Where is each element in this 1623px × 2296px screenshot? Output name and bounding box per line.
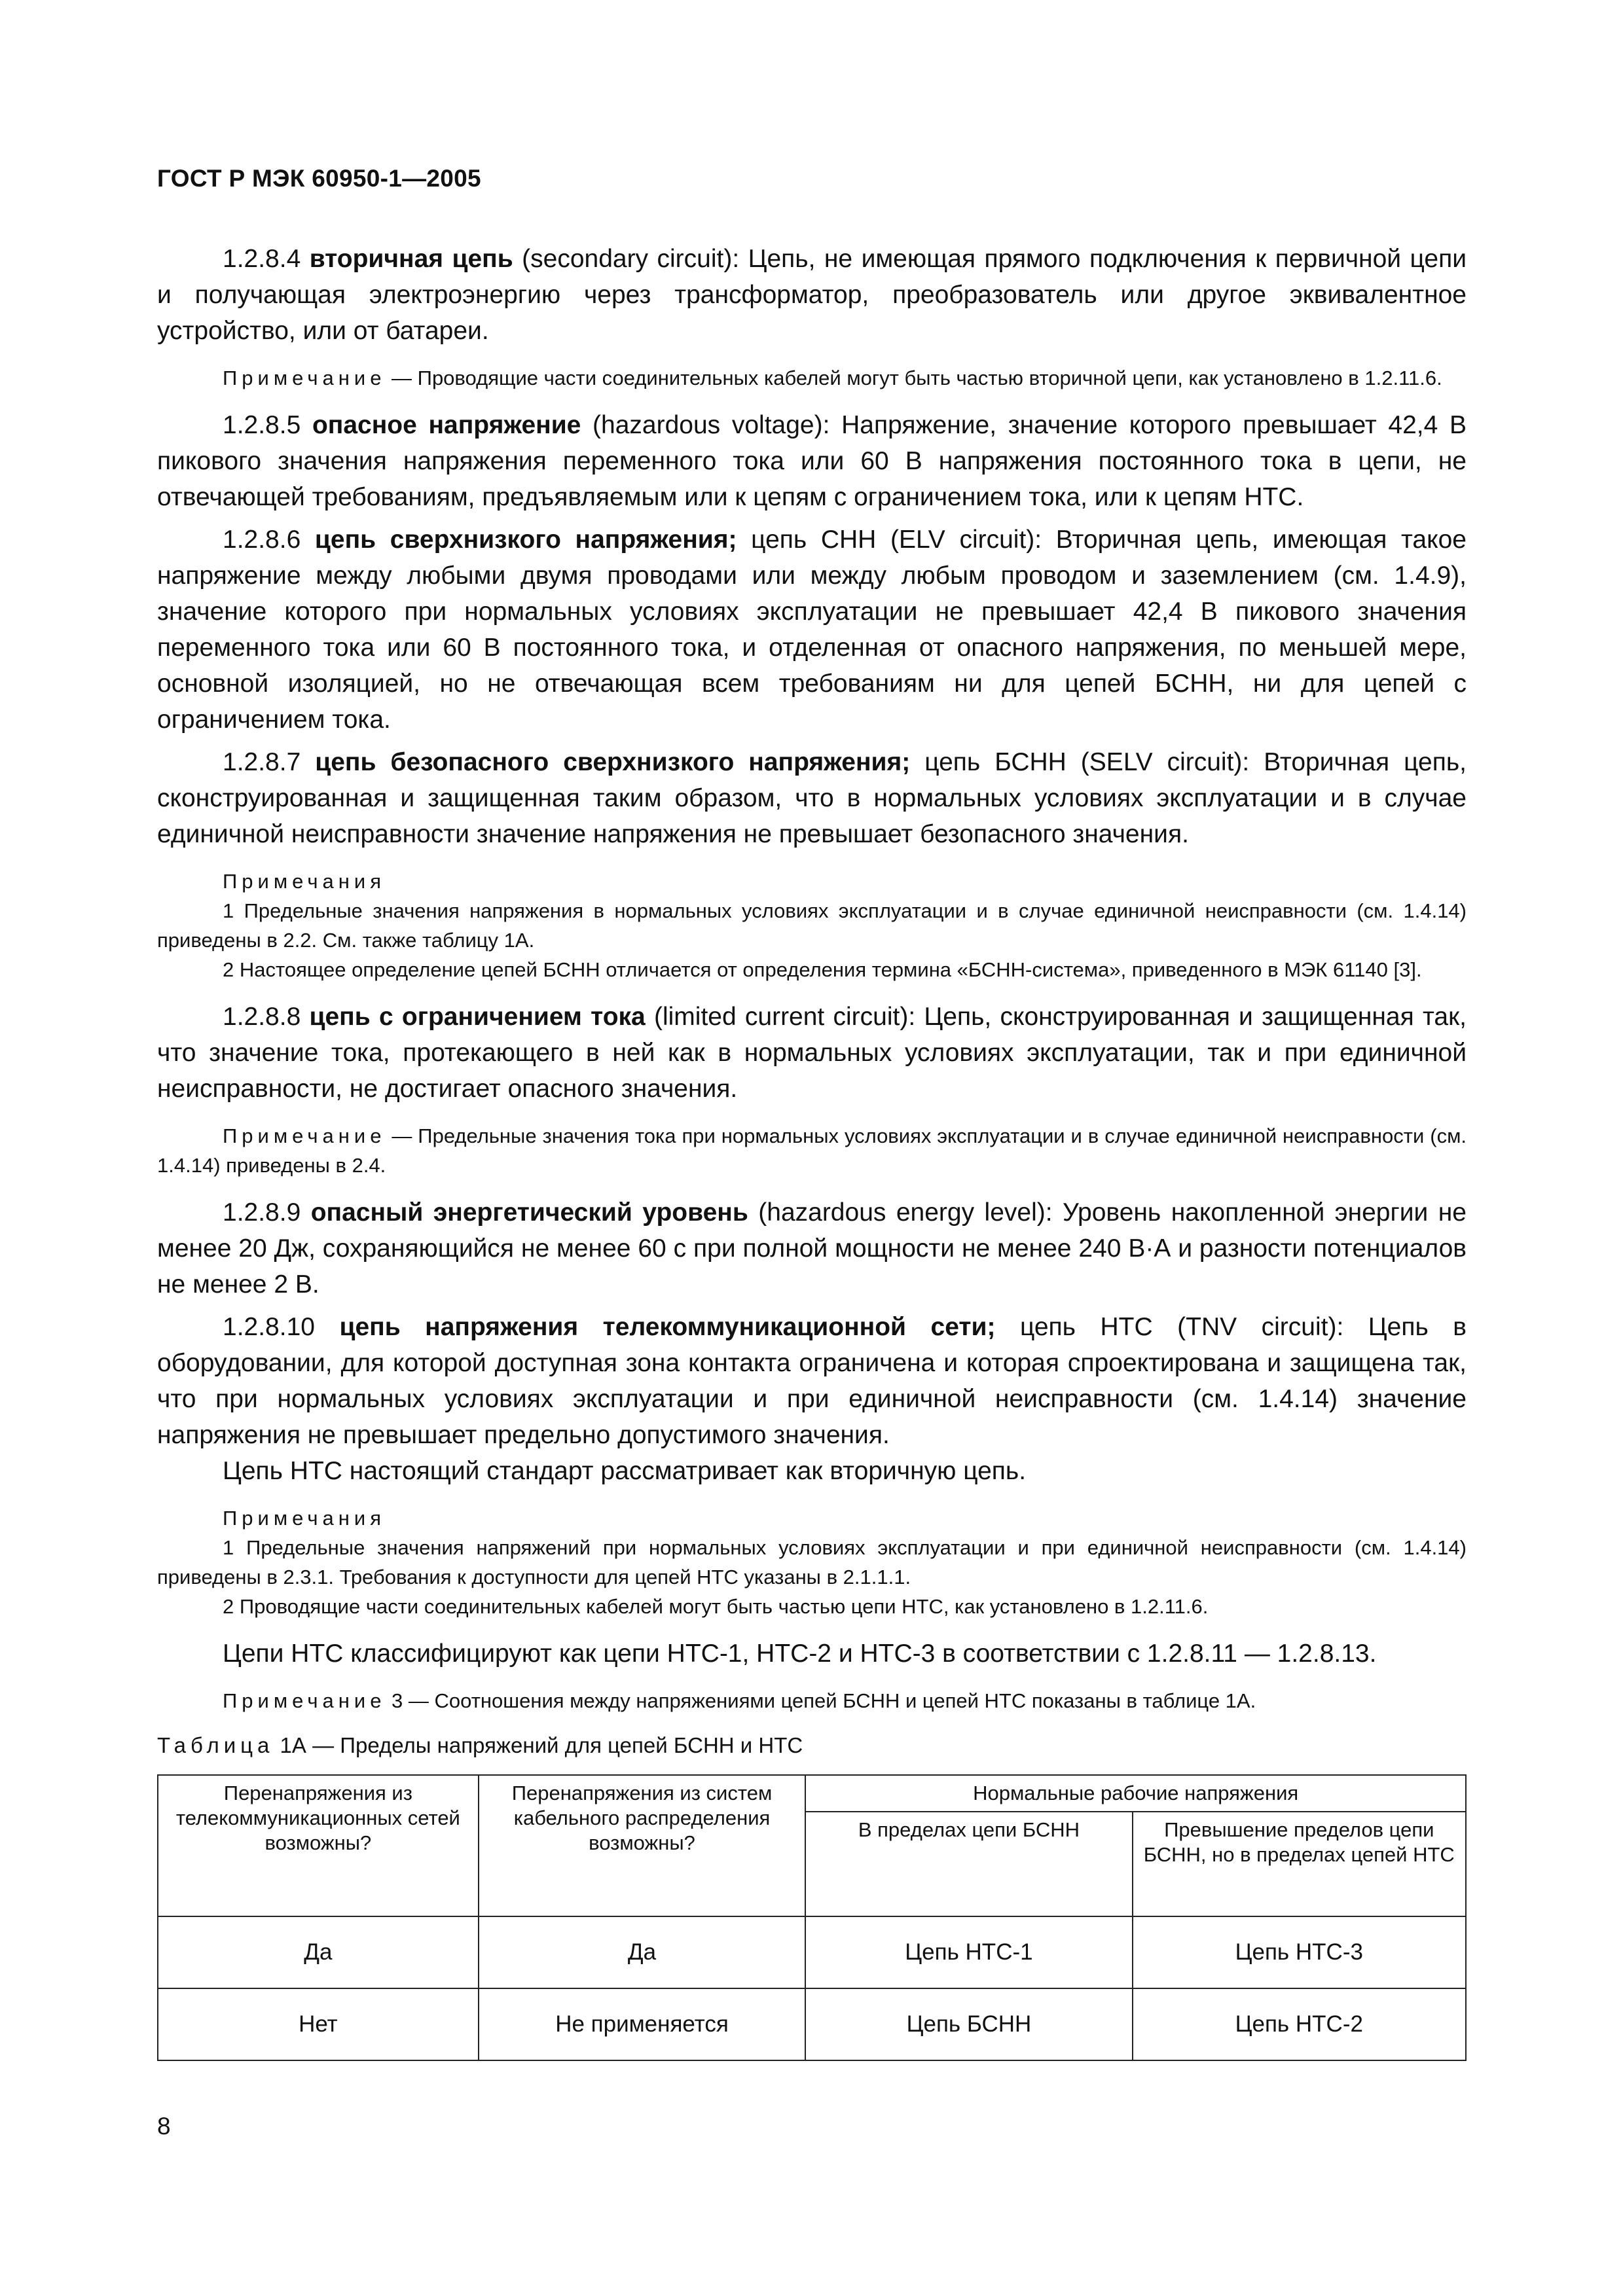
definition-text: цепь БСНН (SELV circuit): Вторичная цепь, сконструированная и защищенная таким образом, что в нормальных условиях эксплуатации и в случае единичной неисправности значение напряжения не превышает безопасного значения. bbox=[157, 748, 1467, 848]
table-cell: Цепь НТС-3 bbox=[1133, 1916, 1466, 1988]
term: цепь с ограничением тока bbox=[309, 1003, 646, 1031]
term: цепь безопасного сверхнизкого напряжения; bbox=[315, 748, 911, 776]
clause-number: 1.2.8.6 bbox=[223, 526, 315, 554]
table-cell: Цепь БСНН bbox=[805, 1988, 1132, 2060]
notes-heading: Примечания bbox=[223, 870, 386, 893]
table-caption bbox=[157, 1730, 1467, 1761]
clause-1-2-8-9 bbox=[157, 1194, 1467, 1302]
note-text: — Предельные значения тока при нормальных условиях эксплуатации и в случае единичной неисправности (см. 1.4.14) приведены в 2.4. bbox=[157, 1124, 1467, 1177]
header-cell-telecom: Перенапряжения из телекоммуникационных сетей возможны? bbox=[158, 1775, 479, 1916]
clause-number: 1.2.8.4 bbox=[223, 245, 310, 273]
clause-1-2-8-6 bbox=[157, 522, 1467, 738]
definition-text: цепь НТС (TNV circuit): Цепь в оборудовании, для которой доступная зона контакта ограничена и которая спроектирована и защищена так, что при нормальных условиях эксплуатации и при единичной неисправности (см. 1.4.14) значение напряжения не превышает предельно допустимого значения. bbox=[157, 1313, 1467, 1449]
clause-number: 1.2.8.8 bbox=[223, 1003, 310, 1031]
page-number: 8 bbox=[157, 2113, 171, 2140]
definition-text: (limited current circuit): Цепь, сконструированная и защищенная так, что значение тока, протекающего в ней как в нормальных условиях эксплуатации, так и при единичной неисправности, не достигает опасного значения. bbox=[157, 1003, 1467, 1103]
header-cell-exceed-selv: Превышение пределов цепи БСНН, но в пределах цепей НТС bbox=[1133, 1812, 1466, 1916]
note-item: 1 Предельные значения напряжений при нормальных условиях эксплуатации и при единичной неисправности (см. 1.4.14) приведены в 2.3.1. Требования к доступности для цепей НТС указаны в 2.1.1.1. bbox=[157, 1536, 1467, 1588]
note-label: Примечание bbox=[223, 1689, 386, 1712]
table-cell: Да bbox=[158, 1916, 479, 1988]
term: опасное напряжение bbox=[312, 411, 581, 439]
note-text: 3 — Соотношения между напряжениями цепей БСНН и цепей НТС показаны в таблице 1А. bbox=[386, 1689, 1256, 1712]
table-header-row bbox=[158, 1775, 1466, 1812]
document-body bbox=[157, 241, 1467, 2061]
table-cell: Нет bbox=[158, 1988, 479, 2060]
note-1-2-8-8 bbox=[157, 1121, 1467, 1180]
header-cell-cable: Перенапряжения из систем кабельного распределения возможны? bbox=[479, 1775, 806, 1916]
voltage-limits-table bbox=[157, 1774, 1467, 2061]
table-cell: Цепь НТС-1 bbox=[805, 1916, 1132, 1988]
note-item: 2 Настоящее определение цепей БСНН отличается от определения термина «БСНН-система», приведенного в МЭК 61140 [3]. bbox=[223, 958, 1422, 981]
table-cell: Цепь НТС-2 bbox=[1133, 1988, 1466, 2060]
definition-text: цепь СНН (ELV circuit): Вторичная цепь, имеющая такое напряжение между любыми двумя проводами или между любым проводом и заземлением (см. 1.4.9), значение которого при нормальных условиях эксплуатации не превышает 42,4 В пикового значения переменного тока или 60 В постоянного тока, и отделенная от опасного напряжения, по меньшей мере, основной изоляцией, но не отвечающая всем требованиям ни для цепей БСНН, ни для цепей с ограничением тока. bbox=[157, 526, 1467, 734]
clause-1-2-8-5 bbox=[157, 407, 1467, 515]
note-text: — Проводящие части соединительных кабелей могут быть частью вторичной цепи, как установлено в 1.2.11.6. bbox=[386, 367, 1442, 389]
definition-text: (secondary circuit): Цепь, не имеющая прямого подключения к первичной цепи и получающая электроэнергию через трансформатор, преобразователь или другое эквивалентное устройство, или от батареи. bbox=[157, 245, 1467, 345]
clause-1-2-8-8 bbox=[157, 999, 1467, 1107]
header-cell-within-selv: В пределах цепи БСНН bbox=[805, 1812, 1132, 1916]
note-1-2-8-4 bbox=[157, 363, 1467, 393]
classification-paragraph: Цепи НТС классифицируют как цепи НТС-1, НТС-2 и НТС-3 в соответствии с 1.2.8.11 — 1.2.8.13. bbox=[223, 1640, 1377, 1668]
clause-1-2-8-10 bbox=[157, 1309, 1467, 1453]
clause-number: 1.2.8.9 bbox=[223, 1198, 311, 1227]
clause-1-2-8-4 bbox=[157, 241, 1467, 349]
definition-text: (hazardous energy level): Уровень накопленной энергии не менее 20 Дж, сохраняющийся не менее 60 с при полной мощности не менее 240 В·А и разности потенциалов не менее 2 В. bbox=[157, 1198, 1467, 1299]
document-code-header: ГОСТ Р МЭК 60950-1—2005 bbox=[157, 165, 481, 192]
note-3 bbox=[157, 1686, 1467, 1715]
note-label: Примечание bbox=[223, 367, 386, 389]
clause-1-2-8-10-continuation: Цепь НТС настоящий стандарт рассматривает как вторичную цепь. bbox=[223, 1457, 1027, 1485]
definition-text: (hazardous voltage): Напряжение, значение которого превышает 42,4 В пикового значения напряжения переменного тока или 60 В напряжения постоянного тока в цепи, не отвечающей требованиям, предъявляемым или к цепям с ограничением тока, или к цепям НТС. bbox=[157, 411, 1467, 511]
table-caption-text: 1А — Пределы напряжений для цепей БСНН и НТС bbox=[274, 1733, 803, 1757]
clause-number: 1.2.8.10 bbox=[223, 1313, 340, 1341]
term: опасный энергетический уровень bbox=[310, 1198, 748, 1227]
table-row bbox=[158, 1988, 1466, 2060]
notes-heading: Примечания bbox=[223, 1507, 386, 1530]
table-row bbox=[158, 1916, 1466, 1988]
term: цепь сверхнизкого напряжения; bbox=[314, 526, 737, 554]
note-item: 1 Предельные значения напряжения в нормальных условиях эксплуатации и в случае единичной неисправности (см. 1.4.14) приведены в 2.2. См. также таблицу 1А. bbox=[157, 899, 1467, 952]
table-cell: Да bbox=[479, 1916, 806, 1988]
term: вторичная цепь bbox=[309, 245, 513, 273]
term: цепь напряжения телекоммуникационной сети; bbox=[339, 1313, 996, 1341]
clause-number: 1.2.8.7 bbox=[223, 748, 316, 776]
clause-1-2-8-7 bbox=[157, 744, 1467, 852]
note-item: 2 Проводящие части соединительных кабелей могут быть частью цепи НТС, как установлено в 1.2.11.6. bbox=[223, 1595, 1209, 1618]
clause-number: 1.2.8.5 bbox=[223, 411, 312, 439]
table-caption-label: Таблица bbox=[157, 1733, 274, 1757]
table-cell: Не применяется bbox=[479, 1988, 806, 2060]
note-label: Примечание bbox=[223, 1124, 386, 1147]
header-cell-normal-voltages: Нормальные рабочие напряжения bbox=[805, 1775, 1466, 1812]
